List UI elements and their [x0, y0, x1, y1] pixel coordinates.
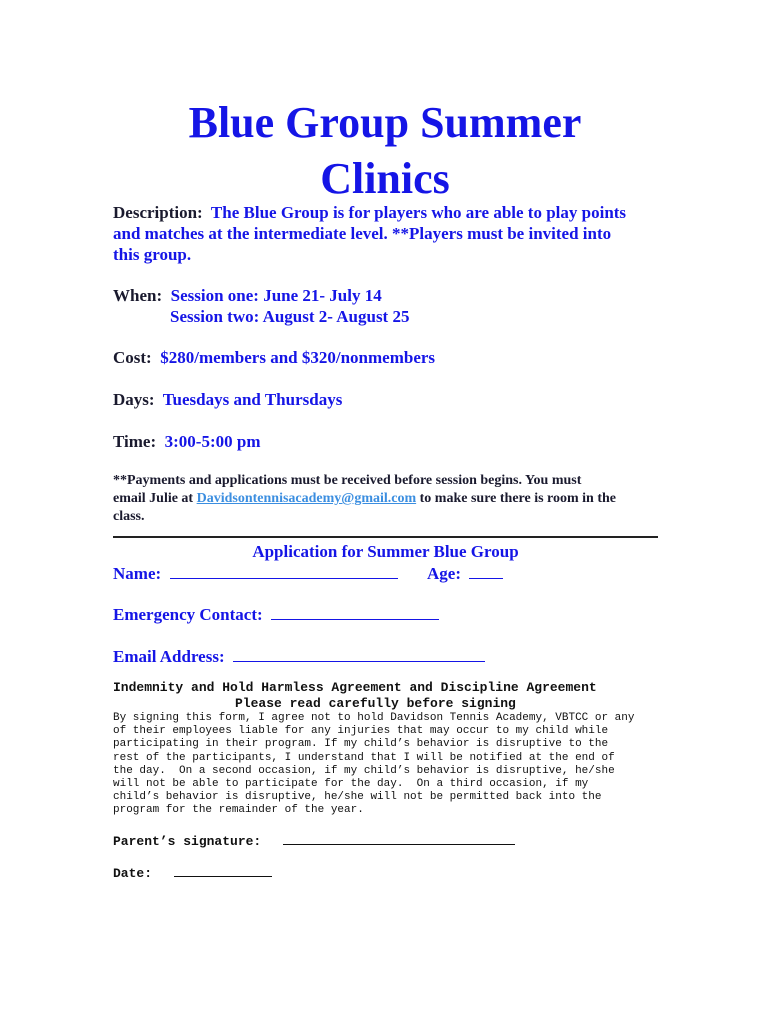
cost-label: Cost:: [113, 348, 152, 367]
date-field: [113, 866, 272, 882]
section-divider: [113, 536, 658, 538]
days-row: [113, 389, 342, 410]
cost-value: $280/members and $320/nonmembers: [160, 348, 436, 367]
name-blank[interactable]: [170, 564, 398, 579]
email-address-blank[interactable]: [233, 647, 485, 662]
parent-signature-label: Parent’s signature:: [113, 834, 262, 849]
agreement-subheading: Please read carefully before signing: [235, 696, 516, 711]
description-text-line2: and matches at the intermediate level. **Players must be invited into: [113, 224, 612, 243]
payment-note-line3: class.: [113, 509, 145, 524]
email-address-field: [113, 646, 485, 667]
emergency-contact-label: Emergency Contact:: [113, 605, 263, 624]
when-label: When:: [113, 286, 163, 305]
payment-note-line1: **Payments and applications must be received before session begins. You must: [113, 473, 582, 488]
name-field: [113, 563, 398, 584]
email-address-label: Email Address:: [113, 647, 225, 666]
description-line3-row: [113, 244, 191, 265]
agreement-body: By signing this form, I agree not to hold Davidson Tennis Academy, VBTCC or any of their employees liable for any injuries that may occur to my child while participating in their program. If my child’s behavior is disruptive to the rest of the participants, I understand that I will be notified at the end of the day. On a second occasion, if my child’s behavior is disruptive, he/she will not be able to participate for the day. On a third occasion, if my child’s behavior is disruptive, he/she will not be permitted back into the program for the remainder of the year.: [113, 712, 635, 817]
description-row: [113, 202, 626, 223]
document-title-line1: Blue Group Summer: [188, 98, 582, 147]
description-line2-row: [113, 223, 611, 244]
session-two: Session two: August 2- August 25: [170, 307, 410, 326]
description-text-line1: The Blue Group is for players who are able to play points: [210, 203, 627, 222]
date-blank[interactable]: [174, 866, 272, 877]
name-label: Name:: [113, 564, 162, 583]
document-title-line2: Clinics: [320, 154, 450, 203]
parent-signature-blank[interactable]: [283, 834, 515, 845]
time-row: [113, 431, 260, 452]
date-label: Date:: [113, 866, 153, 881]
session-one: Session one: June 21- July 14: [170, 286, 382, 305]
payment-note-suffix: to make sure there is room in the: [416, 491, 617, 506]
days-value: Tuesdays and Thursdays: [162, 390, 343, 409]
agreement-heading: Indemnity and Hold Harmless Agreement and Discipline Agreement: [113, 680, 597, 695]
emergency-contact-blank[interactable]: [271, 605, 439, 620]
description-label: Description:: [113, 203, 203, 222]
payment-note-prefix: email Julie at: [113, 491, 197, 506]
age-blank[interactable]: [469, 564, 503, 579]
time-label: Time:: [113, 432, 157, 451]
application-title: Application for Summer Blue Group: [252, 542, 519, 561]
payment-note-line2: [113, 490, 673, 508]
contact-email-link[interactable]: Davidsontennisacademy@gmail.com: [196, 491, 417, 506]
emergency-contact-field: [113, 604, 439, 625]
days-label: Days:: [113, 390, 155, 409]
when-row: [113, 285, 382, 306]
parent-signature-field: [113, 834, 515, 850]
when-row-2: [170, 306, 409, 327]
cost-row: [113, 347, 435, 368]
time-value: 3:00-5:00 pm: [164, 432, 261, 451]
description-text-line3: this group.: [113, 245, 192, 264]
age-label: Age:: [427, 564, 461, 583]
age-field: [427, 563, 503, 584]
